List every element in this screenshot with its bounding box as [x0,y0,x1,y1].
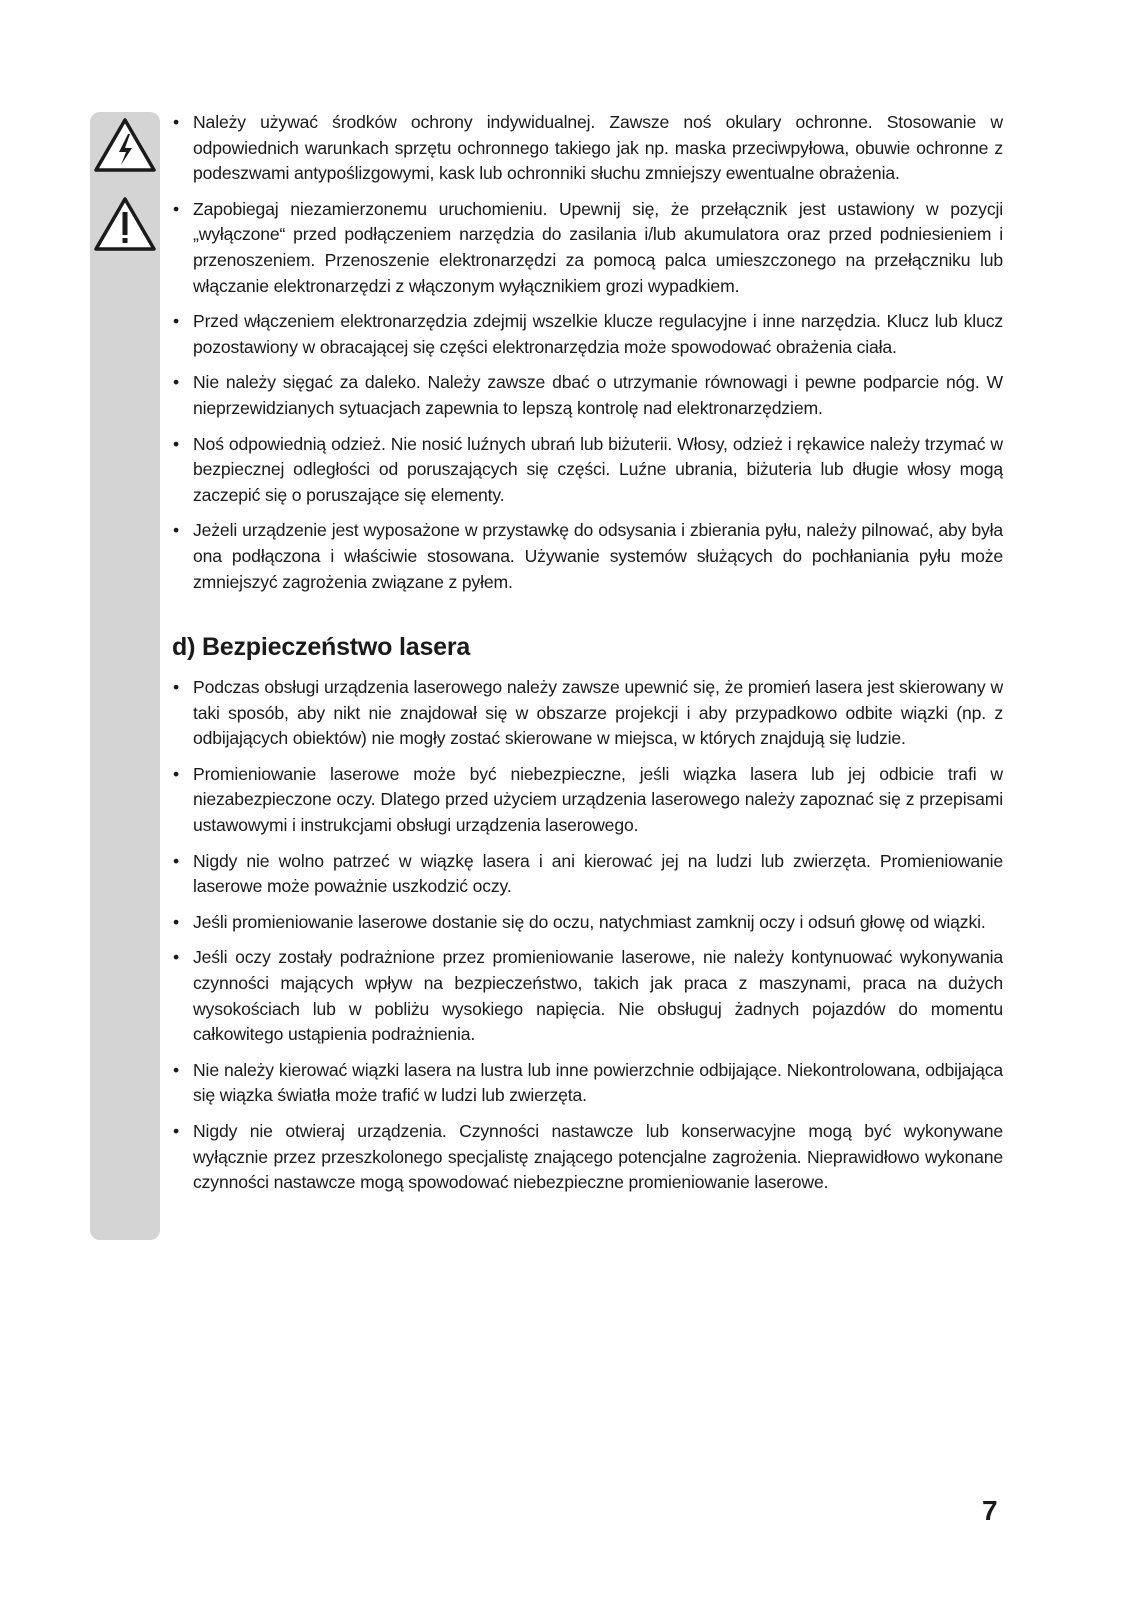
list-item: • Nie należy kierować wiązki lasera na lustra lub inne powierzchnie odbijające. Niekontrolowana, odbijająca się wiązka światła może trafić w ludzi lub zwierzęta. [172,1058,1003,1109]
list-item: • Przed włączeniem elektronarzędzia zdejmij wszelkie klucze regulacyjne i inne narzędzia. Klucz lub klucz pozostawiony w obracającej się części elektronarzędzia może spowodować obrażenia ciała. [172,309,1003,360]
list-item: • Jeżeli urządzenie jest wyposażone w przystawkę do odsysania i zbierania pyłu, należy pilnować, aby była ona podłączona i właściwie stosowana. Używanie systemów służących do pochłaniania pyłu może zmniejszyć zagrożenia związane z pyłem. [172,518,1003,595]
page-number: 7 [982,1495,998,1526]
list-item: • Nigdy nie wolno patrzeć w wiązkę lasera i ani kierować jej na ludzi lub zwierzęta. Promieniowanie laserowe może poważnie uszkodzić oczy. [172,849,1003,900]
list-item: • Nigdy nie otwieraj urządzenia. Czynności nastawcze lub konserwacyjne mogą być wykonywane wyłącznie przez przeszkolonego specjalistę znającego potencjalne zagrożenia. Nieprawidłowo wykonane czynności nastawcze mogą spowodować niebezpieczne promieniowanie laserowe. [172,1119,1003,1196]
list-item: • Noś odpowiednią odzież. Nie nosić luźnych ubrań lub biżuterii. Włosy, odzież i rękawice należy trzymać w bezpiecznej odległości od poruszających się części. Luźne ubrania, biżuteria lub długie włosy mogą zaczepić się o poruszające się elementy. [172,432,1003,509]
list-item: • Podczas obsługi urządzenia laserowego należy zawsze upewnić się, że promień lasera jest skierowany w taki sposób, aby nikt nie znajdował się w obszarze projekcji i aby przypadkowo odbite wiązki (np. z odbijających obiektów) nie mogły zostać skierowane w miejsca, w których znajdują się ludzie. [172,675,1003,752]
list-item: • Zapobiegaj niezamierzonemu uruchomieniu. Upewnij się, że przełącznik jest ustawiony w pozycji „wyłączone“ przed podłączeniem narzędzia do zasilania i/lub akumulatora oraz przed podniesieniem i przenoszeniem. Przenoszenie elektronarzędzi za pomocą palca umieszczonego na przełączniku lub włączanie elektronarzędzi z włączonym wyłącznikiem grozi wypadkiem. [172,197,1003,299]
list-item: • Należy używać środków ochrony indywidualnej. Zawsze noś okulary ochronne. Stosowanie w odpowiednich warunkach sprzętu ochronnego takiego jak np. maska przeciwpyłowa, obuwie ochronne z podeszwami antypoślizgowymi, kask lub ochronniki słuchu zmniejszy ewentualne obrażenia. [172,110,1003,187]
safety-list-laser [172,675,1003,1196]
list-item: • Jeśli oczy zostały podrażnione przez promieniowanie laserowe, nie należy kontynuować wykonywania czynności mających wpływ na bezpieczeństwo, takich jak praca z maszynami, praca na dużych wysokościach lub w pobliżu wysokiego napięcia. Nie obsługuj żadnych pojazdów do momentu całkowitego ustąpienia podrażnienia. [172,945,1003,1047]
warning-sidebar [90,112,160,1240]
general-warning-icon [93,196,157,252]
list-item: • Promieniowanie laserowe może być niebezpieczne, jeśli wiązka lasera lub jej odbicie trafi w niezabezpieczone oczy. Dlatego przed użyciem urządzenia laserowego należy zapoznać się z przepisami ustawowymi i instrukcjami obsługi urządzenia laserowego. [172,762,1003,839]
main-content [172,110,1003,1206]
list-item: • Nie należy sięgać za daleko. Należy zawsze dbać o utrzymanie równowagi i pewne podparcie nóg. W nieprzewidzianych sytuacjach zapewnia to lepszą kontrolę nad elektronarzędziem. [172,370,1003,421]
high-voltage-warning-icon [93,117,157,173]
list-item: • Jeśli promieniowanie laserowe dostanie się do oczu, natychmiast zamknij oczy i odsuń głowę od wiązki. [172,910,1003,936]
section-heading: d) Bezpieczeństwo lasera [172,633,471,662]
safety-list-general [172,110,1003,595]
